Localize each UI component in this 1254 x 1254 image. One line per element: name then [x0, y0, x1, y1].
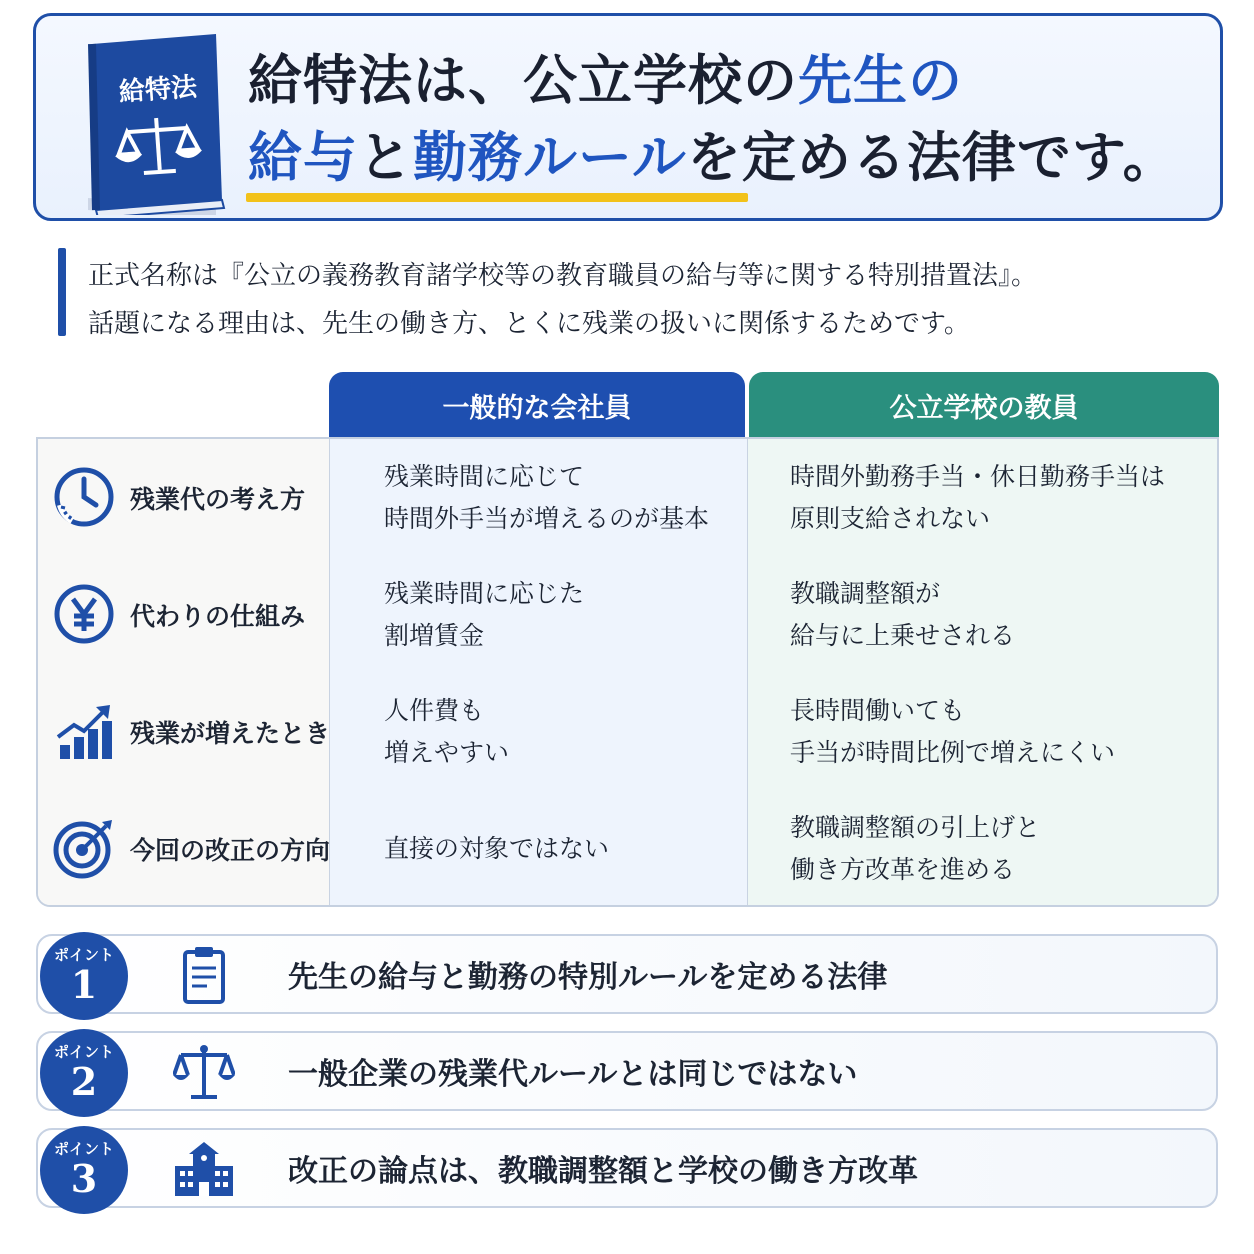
point-badge-label: ポイント	[53, 1043, 114, 1061]
teacher-cell	[748, 556, 1219, 673]
book-title: 給特法	[118, 72, 198, 108]
company-cell	[330, 439, 748, 556]
point-card-1	[36, 934, 1218, 1014]
company-cell	[330, 556, 748, 673]
cell-line: 人件費も	[384, 695, 485, 725]
headline-underline	[246, 193, 748, 202]
growth-chart-icon	[52, 699, 116, 763]
teacher-cell	[748, 439, 1219, 556]
table-row	[38, 439, 1217, 557]
intro-official-name: 正式名称は『公立の義務教育諸学校等の教育職員の給与等に関する特別措置法』。	[88, 261, 1038, 291]
cell-line: 残業時間に応じて	[384, 461, 585, 491]
row-label: 残業代の考え方	[130, 484, 306, 514]
title-banner	[33, 13, 1223, 221]
intro-accent-bar	[58, 248, 66, 336]
point-badge-label: ポイント	[53, 1140, 114, 1158]
cell-line: 手当が時間比例で増えにくい	[790, 737, 1116, 767]
column-header-public-teacher: 公立学校の教員	[749, 372, 1219, 438]
point-badge-label: ポイント	[53, 946, 114, 964]
table-row	[38, 556, 1217, 674]
clock-icon	[52, 465, 116, 529]
school-icon	[173, 1138, 235, 1200]
table-row	[38, 673, 1217, 791]
cell-line: 教職調整額の引上げと	[790, 812, 1041, 842]
row-header	[38, 673, 330, 790]
cell-line: 増えやすい	[384, 737, 510, 767]
headline-line-1	[248, 49, 963, 112]
target-icon	[52, 816, 116, 880]
point-card-3	[36, 1128, 1218, 1208]
point-text: 一般企業の残業代ルールとは同じではない	[288, 1057, 858, 1092]
point-number: 3	[70, 1156, 98, 1201]
point-card-2	[36, 1031, 1218, 1111]
headline-highlight-rules: 勤務ルール	[413, 126, 687, 189]
point-text: 改正の論点は、教職調整額と学校の働き方改革	[288, 1154, 918, 1189]
comparison-table	[36, 437, 1219, 907]
cell-line: 給与に上乗せされる	[790, 620, 1016, 650]
scales-icon	[173, 1041, 235, 1103]
intro-reason: 話題になる理由は、先生の働き方、とくに残業の扱いに関係するためです。	[88, 309, 970, 339]
headline-line-2	[248, 126, 1178, 189]
cell-line: 働き方改革を進める	[790, 854, 1016, 884]
row-label: 今回の改正の方向	[130, 835, 331, 865]
point-badge	[40, 1029, 128, 1117]
row-header	[38, 439, 330, 556]
row-header	[38, 790, 330, 907]
company-cell	[330, 790, 748, 907]
law-book-icon	[66, 30, 231, 215]
cell-line: 教職調整額が	[790, 578, 941, 608]
teacher-cell	[748, 673, 1219, 790]
cell-line: 残業時間に応じた	[384, 578, 585, 608]
point-badge	[40, 1126, 128, 1214]
headline-highlight: 先生の	[798, 49, 963, 112]
cell-line: 直接の対象ではない	[384, 833, 610, 863]
headline-text: と	[358, 126, 413, 189]
clipboard-icon	[173, 944, 235, 1006]
table-row	[38, 790, 1217, 907]
cell-line: 割増賃金	[384, 620, 485, 650]
point-number: 2	[70, 1059, 98, 1104]
cell-line: 時間外勤務手当・休日勤務手当は	[790, 461, 1166, 491]
headline-text: 給特法は、公立学校の	[248, 49, 798, 112]
teacher-cell	[748, 790, 1219, 907]
headline-text: を定める法律です。	[686, 126, 1178, 189]
headline-highlight-salary: 給与	[248, 126, 358, 189]
cell-line: 長時間働いても	[790, 695, 966, 725]
cell-line: 原則支給されない	[790, 503, 991, 533]
cell-line: 時間外手当が増えるのが基本	[384, 503, 710, 533]
row-label: 残業が増えたとき	[130, 718, 331, 748]
company-cell	[330, 673, 748, 790]
point-text: 先生の給与と勤務の特別ルールを定める法律	[288, 960, 888, 995]
yen-icon	[52, 582, 116, 646]
column-header-company-employee: 一般的な会社員	[329, 372, 745, 438]
point-number: 1	[70, 962, 98, 1007]
row-header	[38, 556, 330, 673]
row-label: 代わりの仕組み	[130, 601, 306, 631]
point-badge	[40, 932, 128, 1020]
